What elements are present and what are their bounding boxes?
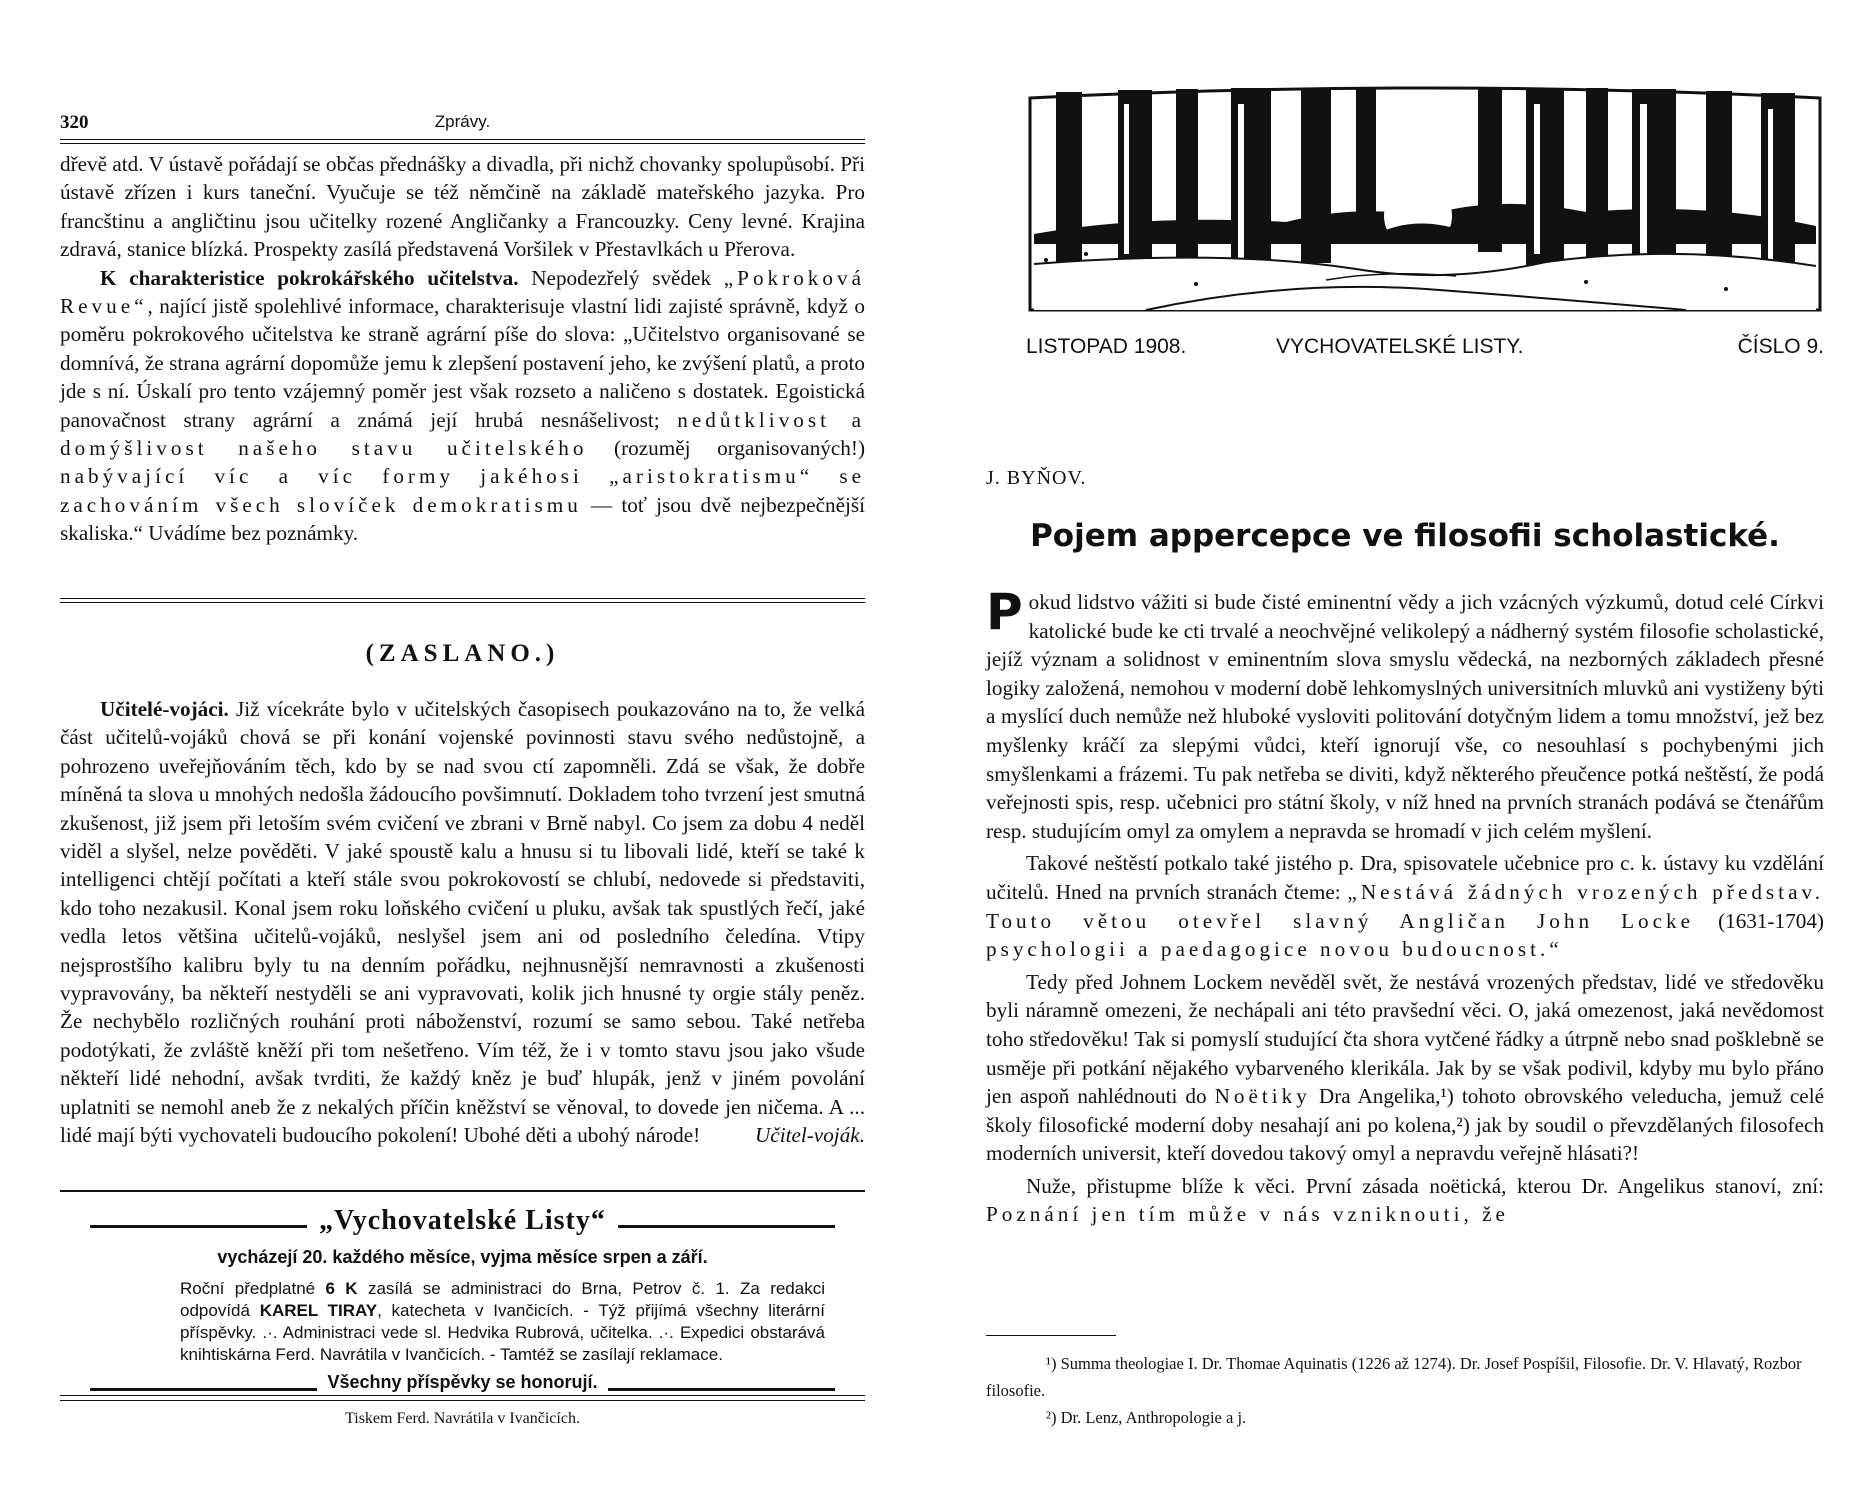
paragraph-heading: Učitelé-vojáci. xyxy=(100,697,229,721)
column-text-top xyxy=(60,150,865,548)
box-bottom-rule xyxy=(60,1395,865,1396)
spaced-text: nabývající víc a víc formy jakéhosi „aristokratismu“ se zachováním všech slovíček demokratismu xyxy=(60,464,865,517)
text-run: zasílá se administraci do Brna, Petrov č. 1. Za redakci odpovídá xyxy=(180,1279,825,1320)
left-page xyxy=(0,0,920,1500)
footnote-2: ²) Dr. Lenz, Anthropologie a j. xyxy=(1046,1408,1247,1427)
article-title: Pojem appercepce ve filosofii scholastické. xyxy=(1030,518,1780,554)
section-heading-zaslano: (ZASLANO.) xyxy=(365,640,560,667)
spaced-text: „Pokroková Revue“ xyxy=(60,265,865,319)
spaced-text: Poznání jen tím může v nás vzniknouti, že xyxy=(986,1202,1509,1227)
running-title: Zprávy. xyxy=(434,112,491,131)
text-run: Nepodezřelý svědek xyxy=(518,265,724,290)
masthead-title: VYCHOVATELSKÉ LISTY. xyxy=(1276,335,1524,358)
header-rule-2 xyxy=(60,143,865,144)
text-run: , katecheta v Ivančicích. - Týž přijímá všechny literární příspěvky. .·. Administraci vede sl. Hedvika Rubrová, učitelka. .·. Expedici obstarává knihtiskárna Ferd. Navrátila v Ivančicích. - Tamtéž se zasílají reklamace. xyxy=(180,1301,825,1364)
paragraph-3 xyxy=(986,968,1824,1168)
paragraph-teachers-soldiers xyxy=(60,695,865,1150)
price: 6 K xyxy=(325,1279,358,1298)
text-run: (rozuměj organisovaných!) xyxy=(587,436,865,461)
paragraph-characteristic xyxy=(60,264,865,548)
spaced-text: „Nestává žádných vrozených představ. Touto větou otevřel slavný Angličan John Locke xyxy=(986,879,1824,933)
text-run: Takové neštěstí potkalo také jistého p. Dra, spisovatele učebnice pro c. k. ústavy ku vzdělání učitelů. Hned na prvních stranách čteme: xyxy=(986,851,1824,904)
footnotes xyxy=(986,1350,1824,1431)
paragraph-4 xyxy=(986,1172,1824,1229)
section-rule-2 xyxy=(60,602,865,603)
masthead-issue: ČÍSLO 9. xyxy=(1737,335,1824,358)
text-run: okud lidstvo vážiti si bude čisté eminentní vědy a jich vzácných výzkumů, dotud celé Církvi katolické bude ke cti trvalé a neochvějné velikolepý a nádherný systém filosofie scholastické, jejíž význam a solidnost v eminentním slova smyslu vědecká, na nezborných základech přesné logiky založená, nemohou v moderní době lehkomyslných universitních mluvků ani vystiženy býti a myslící duch nemůže než hluboké vysloviti politování dotyčným lidem a tomu množství, jež bez myšlenky kráčí za slepými vůdci, kteří ignorují vše, co nesouhlasí s pochybenými jich smyšlenkami a frázemi. Tu pak netřeba se diviti, když některého přeučence potká neštěstí, že podá veřejnosti spis, resp. učebnici pro státní školy, v níž hned na prvních stranách podává se čtenářům resp. studujícím omyl za omylem a nepravda se hromadí v jich celém myšlení. xyxy=(986,590,1824,843)
masthead-date: LISTOPAD 1908. xyxy=(1026,335,1187,358)
forest-illustration xyxy=(1026,84,1824,314)
footnote-rule xyxy=(986,1335,1116,1336)
text-run: “ xyxy=(1549,937,1559,962)
text-run: — toť jsou dvě nejbezpečnější skaliska.“ Uvádíme bez poznámky. xyxy=(60,492,865,546)
text-run: , nající jistě spolehlivé informace, charakterisuje vlastní lidi zajisté správně, když o poměru pokrokového učitelstva ke straně agrární píše do slova: „Učitelstvo organisované se domnívá, že strana agrární dopomůže jemu k zlepšení postavení jeho, ke zvýšení platů, a proto jde s ní. Úskalí pro tento vzájemný poměr jest však rozseto a naličeno s dostatek. Egoistická panovačnost strany agrární a známá její hrubá nesnášelivost; xyxy=(60,294,865,432)
announcement-box xyxy=(60,1205,865,1404)
text-run: Nuže, přistupme blíže k věci. První zásada noëtická, kterou Dr. Angelikus stanoví, zní: xyxy=(1026,1173,1824,1198)
text-run: Tedy před Johnem Lockem nevěděl svět, že nestává vrozených představ, lidé ve středověku byli náramně omezeni, že nechápali ani této pravšední věci. O, jaká omezenost, jaká nevědomost toho středověku! Tak si pomyslí studující čta shora vytčené řádky a útrpně nebo snad pošklebně se usměje při potkání nějakého vybarveného klerikála. Jak by se však podivil, kdyby mu bylo přáno jen aspoň nahlédnouti do xyxy=(986,969,1824,1109)
right-page xyxy=(920,0,1862,1500)
spaced-text: Noëtiky xyxy=(1214,1084,1311,1109)
box-honor: Všechny příspěvky se honorují. xyxy=(317,1372,607,1393)
drop-cap: P xyxy=(986,583,1023,641)
article-body xyxy=(986,583,1824,1233)
printer-imprint: Tiskem Ferd. Navrátila v Ivančicích. xyxy=(345,1410,580,1427)
header-rule xyxy=(60,139,865,140)
box-top-rule xyxy=(60,1190,865,1192)
section-rule xyxy=(60,598,865,599)
box-title: „Vychovatelské Listy“ xyxy=(307,1205,618,1237)
spaced-text: psychologii a paedagogice novou budoucnost. xyxy=(986,937,1550,962)
paragraph-1 xyxy=(986,583,1824,845)
page-number: 320 xyxy=(60,112,89,133)
article-author: J. BYŇOV. xyxy=(986,467,1087,489)
running-header xyxy=(60,112,865,138)
text-run: Již vícekráte bylo v učitelských časopisech poukazováno na to, že velká část učitelů-vojáků chová se při konání vojenské povinnosti stavu svého nedůstojně, a pohrozeno uveřejňováním těch, kdo by se nad svou ctí zapomněli. Zdá se však, že dobře míněná ta slova u mnohých nedošla žádoucího povšimnutí. Dokladem toho tvrzení jest smutná zkušenost, již jsem při letoším svém cvičení ve zbrani v Brně nabyl. Co jsem za dobu 4 neděl viděl a slyšel, nelze pověděti. V jaké spoustě kalu a hnusu si tu libovali lidé, kteří se také k intelligenci chtějí počítati a kteří stále svou pokrokovostí se chlubí, nedovede si představiti, kdo toho nezakusil. Konal jsem roku loňského cvičení u pluku, avšak tak spustlých řečí, jaké vedla letos většina učitelů-vojáků, neslyšel jsem ani od posledního čeledína. Vtipy nejsprostšího kalibru byly tu na denním pořádku, nejhnusnější nemravnosti a zkušenosti vypravovány, ba někteří nestyděli se ani vypravovati, kolik jich hnusné ty orgie stály peněz. Že nechybělo rozličných rouhání proti náboženství, rozumí se samo sebou. Také netřeba podotýkati, že zvláště kněží při tom nešetřeno. Vím též, že i v tomto stavu jsou jako všude někteří lidé nehodní, avšak tvrditi, že každý kněz je buď hlupák, jenž v jiném povolání uplatniti se nemohl aneb že z nekalých příčin kněžství se věnoval, to dovede jen ničema. A ... lidé mají býti vychovateli budoucího pokolení! Ubohé děti a ubohý národe! xyxy=(60,697,865,1148)
text-run: Dra Angelika,¹) tohoto obrovského veleducha, jemuž celé školy filosofické moderní doby nesahají ani po kolena,²) jak by soudil o převzdělaných filosofech moderních universit, kteří dovedou takový omyl a nepravdu veřejně hlásati?! xyxy=(986,1084,1824,1166)
text-run: (1631-1704) xyxy=(1694,908,1824,933)
paragraph-2 xyxy=(986,849,1824,963)
footnote-1: ¹) Summa theologiae I. Dr. Thomae Aquinatis (1226 až 1274). Dr. Josef Pospíšil, Filosofie. Dr. V. Hlavatý, Rozbor filosofie. xyxy=(986,1354,1802,1400)
text-run: Roční předplatné xyxy=(180,1279,326,1298)
box-masthead xyxy=(60,1205,865,1245)
box-info xyxy=(180,1278,825,1366)
column-text-bottom xyxy=(60,695,865,1150)
box-subtitle: vycházejí 20. každého měsíce, vyjma měsíce srpen a září. xyxy=(217,1247,708,1267)
masthead xyxy=(1026,335,1824,363)
paragraph-heading: K charakteristice pokrokářského učitelstva. xyxy=(100,265,519,290)
spaced-text: nedůtklivost a domýšlivost našeho stavu učitelského xyxy=(60,407,865,461)
paragraph-ursuline: dřevě atd. V ústavě pořádají se občas přednášky a divadla, při nichž chovanky spolupůsobí. Při ústavě zřízen i kurs taneční. Vyučuje se též němčině na základě mateřského jazyka. Pro francštinu a angličtinu jsou učitelky rozené Angličanky a Francouzky. Ceny levné. Krajina zdravá, stanice blízká. Prospekty zasílá představená Voršilek v Přestavlkách u Přerova. xyxy=(60,152,865,262)
editor-name: KAREL TIRAY xyxy=(259,1301,378,1320)
signature: Učitel-voják. xyxy=(754,1123,865,1148)
box-bottom-rule-2 xyxy=(60,1400,865,1401)
